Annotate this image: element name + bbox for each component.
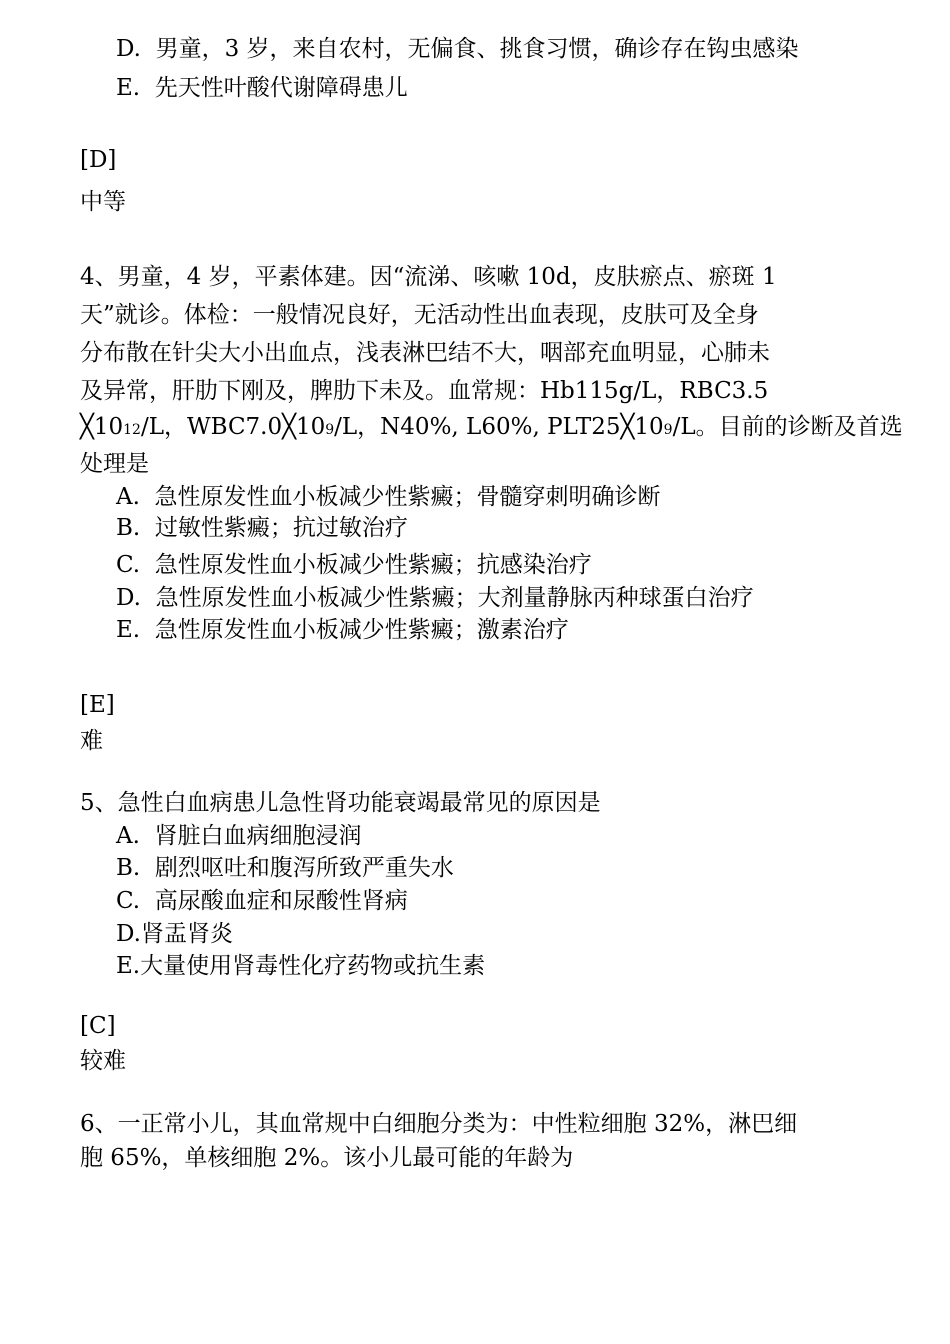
option-text: 过敏性紫癜；抗过敏治疗 (154, 515, 408, 541)
question-stem-line: 分布散在针尖大小出血点，浅表淋巴结不大，咽部充血明显，心肺未 (80, 340, 770, 366)
question-stem-line: ╳1012/L，WBC7.0╳109/L，N40%, L60%, PLT25╳109/L。目前的诊断及首选 (80, 414, 903, 440)
option-e (116, 951, 485, 981)
option-b (116, 853, 454, 883)
difficulty-label: 中等 (80, 189, 126, 215)
option-d (116, 583, 754, 613)
difficulty-label: 较难 (80, 1048, 126, 1074)
option-d (116, 34, 799, 64)
option-text: 大量使用肾毒性化疗药物或抗生素 (140, 953, 486, 979)
option-text: 先天性叶酸代谢障碍患儿 (154, 75, 408, 101)
option-a (116, 821, 362, 851)
option-label: D. (116, 921, 141, 947)
option-label: D. (116, 585, 141, 611)
difficulty-label: 难 (80, 728, 103, 754)
option-text: 急性原发性血小板减少性紫癜；大剂量静脉丙种球蛋白治疗 (155, 585, 754, 611)
question-stem-line: 天”就诊。体检：一般情况良好，无活动性出血表现，皮肤可及全身 (80, 302, 759, 328)
option-label: E. (116, 953, 141, 979)
option-label: C. (116, 888, 141, 914)
option-label: E. (116, 617, 141, 643)
option-label: B. (116, 855, 141, 881)
option-b (116, 513, 408, 543)
option-label: D. (116, 36, 141, 62)
option-label: A. (116, 823, 140, 849)
option-text: 剧烈呕吐和腹泻所致严重失水 (154, 855, 454, 881)
option-text: 急性原发性血小板减少性紫癜；抗感染治疗 (154, 552, 592, 578)
answer-key: [C] (80, 1013, 116, 1039)
option-label: C. (116, 552, 141, 578)
option-c (116, 550, 592, 580)
answer-key: [D] (80, 147, 117, 173)
question-stem-line: 4、男童，4 岁，平素体建。因“流涕、咳嗽 10d，皮肤瘀点、瘀斑 1 (80, 264, 777, 290)
question-stem: 5、急性白血病患儿急性肾功能衰竭最常见的原因是 (80, 790, 601, 816)
option-e (116, 615, 569, 645)
question-stem-line: 处理是 (80, 451, 149, 477)
option-text: 急性原发性血小板减少性紫癜；骨髓穿刺明确诊断 (154, 484, 661, 510)
option-text: 高尿酸血症和尿酸性肾病 (154, 888, 408, 914)
option-text: 急性原发性血小板减少性紫癜；激素治疗 (154, 617, 569, 643)
option-text: 肾盂肾炎 (140, 921, 233, 947)
question-stem-line: 及异常，肝肋下刚及，脾肋下未及。血常规：Hb115g/L，RBC3.5 (80, 378, 769, 404)
question-stem-line: 胞 65%，单核细胞 2%。该小儿最可能的年龄为 (80, 1145, 574, 1171)
option-d (116, 919, 233, 949)
question-stem-line: 6、一正常小儿，其血常规中白细胞分类为：中性粒细胞 32%，淋巴细 (80, 1111, 798, 1137)
option-label: A. (116, 484, 140, 510)
option-c (116, 886, 408, 916)
option-a (116, 482, 661, 512)
option-label: E. (116, 75, 141, 101)
option-text: 男童，3 岁，来自农村，无偏食、挑食习惯，确诊存在钩虫感染 (155, 36, 799, 62)
option-e (116, 73, 408, 103)
option-text: 肾脏白血病细胞浸润 (154, 823, 362, 849)
option-label: B. (116, 515, 141, 541)
answer-key: [E] (80, 692, 115, 718)
